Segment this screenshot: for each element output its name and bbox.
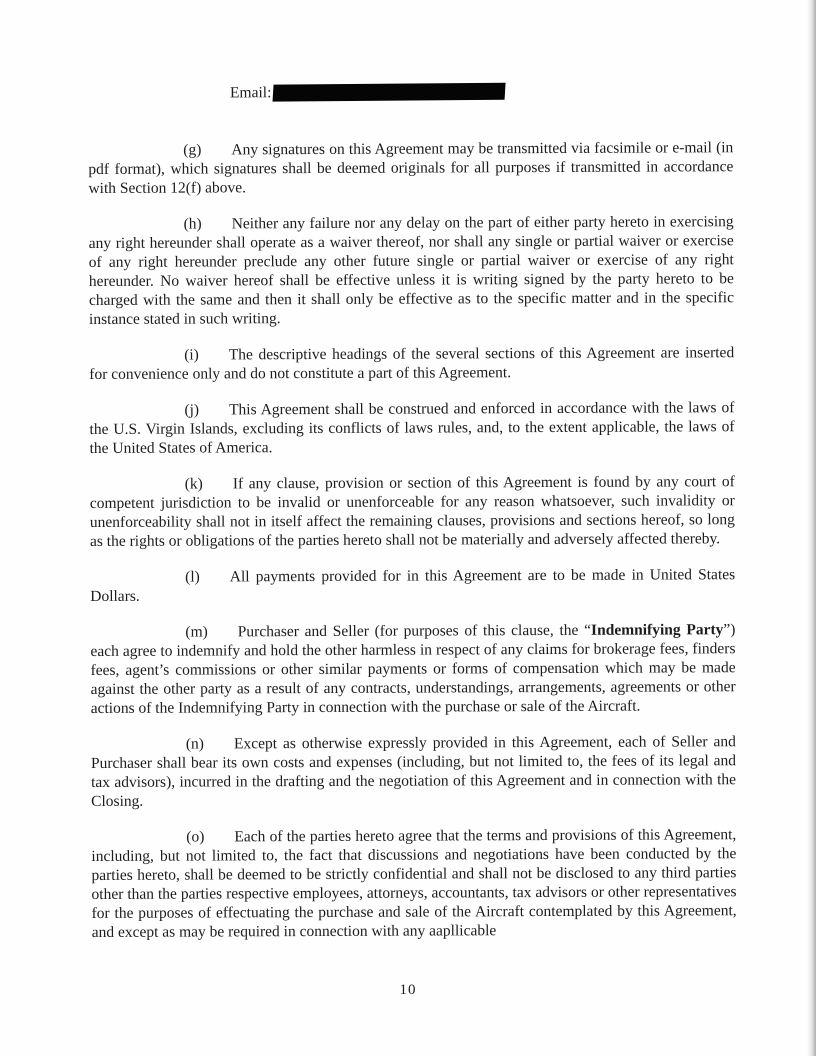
page-number: 10: [399, 982, 417, 998]
paragraph-text: If any clause, provision or section of this Agreement is found by any court of competent jurisdiction to be invalid or unenforceable for any reason whatsoever, such invalidity or unenforceability shall not in itself affect the remaining clauses, provisions and sections hereof, so long as the rights or obligations of the parties hereto shall not be materially and adversely affected thereby.: [89, 473, 735, 550]
paragraph-label: (i): [184, 346, 199, 364]
paragraph-label: (h): [183, 215, 202, 233]
paragraph-text: All payments provided for in this Agreement are to be made in United States Dollars.: [90, 566, 736, 605]
paragraph-label: (o): [186, 828, 205, 846]
paragraph-h: [89, 212, 734, 329]
paragraph-text: Each of the parties hereto agree that the terms and provisions of this Agreement, including, but not limited to, the fact that discussions and negotiations have been conducted by the parties hereto, shall be deemed to be strictly confidential and shall not be disclosed to any third parties other than the parties respective employees, attorneys, accountants, tax advisors or other representatives for the purposes of effectuating the purchase and sale of the Aircraft contemplated by this Agreement, and except as may be required in connection with any aapllicable: [91, 826, 737, 941]
redacted-email: [273, 83, 506, 102]
paragraph-text: Except as otherwise expressly provided in this Agreement, each of Seller and Purchaser shall bear its own costs and expenses (including, but not limited to, the fees of its legal and tax advisors), incurred in the drafting and the negotiation of this Agreement and in connection with the Closing.: [90, 733, 737, 810]
paragraph-label: (g): [183, 141, 202, 159]
paragraph-label: (k): [184, 475, 203, 493]
paragraph-n: [91, 732, 736, 811]
paragraph-text: The descriptive headings of the several sections of this Agreement are inserted for convenience only and do not constitute a part of this Agreement.: [89, 344, 735, 383]
paragraph-m: [90, 620, 735, 718]
paragraph-text: Neither any failure nor any delay on the part of either party hereto in exercising any right hereunder shall operate as a waiver thereof, nor shall any single or partial waiver or exercise of any right hereunder preclude any other future single or partial waiver or exercise of any right hereunder. No waiver hereof shall be effective unless it is writing signed by the party hereto to be charged with the same and then it shall only be effective as to the specific matter and in the specific instance stated in such writing.: [88, 213, 734, 328]
paragraph-k: [90, 472, 735, 551]
paragraph-label: (m): [185, 623, 208, 641]
paragraph-label: (n): [185, 735, 204, 753]
paragraph-text: ”) each agree to indemnify and hold the other harmless in respect of any claims for brokerage fees, finders fees, agent’s commissions or other similar payments or forms of compensation which may be made against the other party as a result of any contracts, understandings, arrangements, agreements or other actions of the Indemnifying Party in connection with the purchase or sale of the Aircraft.: [90, 621, 736, 717]
paragraph-g: [88, 138, 733, 198]
email-label: Email:: [230, 84, 272, 102]
paragraph-o: [91, 825, 736, 942]
paragraph-label: (j): [184, 401, 200, 419]
paragraph-j: [89, 398, 734, 458]
paragraph-label: (l): [185, 568, 200, 586]
paragraph-i: [89, 343, 734, 384]
indemnifying-party-bold-text: Indemnifying Party: [590, 621, 724, 639]
paragraph-text: Purchaser and Seller (for purposes of this clause, the “: [237, 621, 592, 641]
email-line: [230, 81, 733, 102]
page-content: [88, 81, 737, 959]
paragraph-l: [90, 565, 735, 606]
paragraph-text: This Agreement shall be construed and enforced in accordance with the laws of the U.S. Virgin Islands, excluding its conflicts of laws rules, and, to the extent applicable, the laws of the United States of America.: [89, 399, 735, 457]
paragraph-text: Any signatures on this Agreement may be transmitted via facsimile or e-mail (in pdf format), which signatures shall be deemed originals for all purposes if transmitted in accordance with Section 12(f) above.: [88, 139, 734, 197]
scan-edge-shadow: [807, 0, 816, 1056]
